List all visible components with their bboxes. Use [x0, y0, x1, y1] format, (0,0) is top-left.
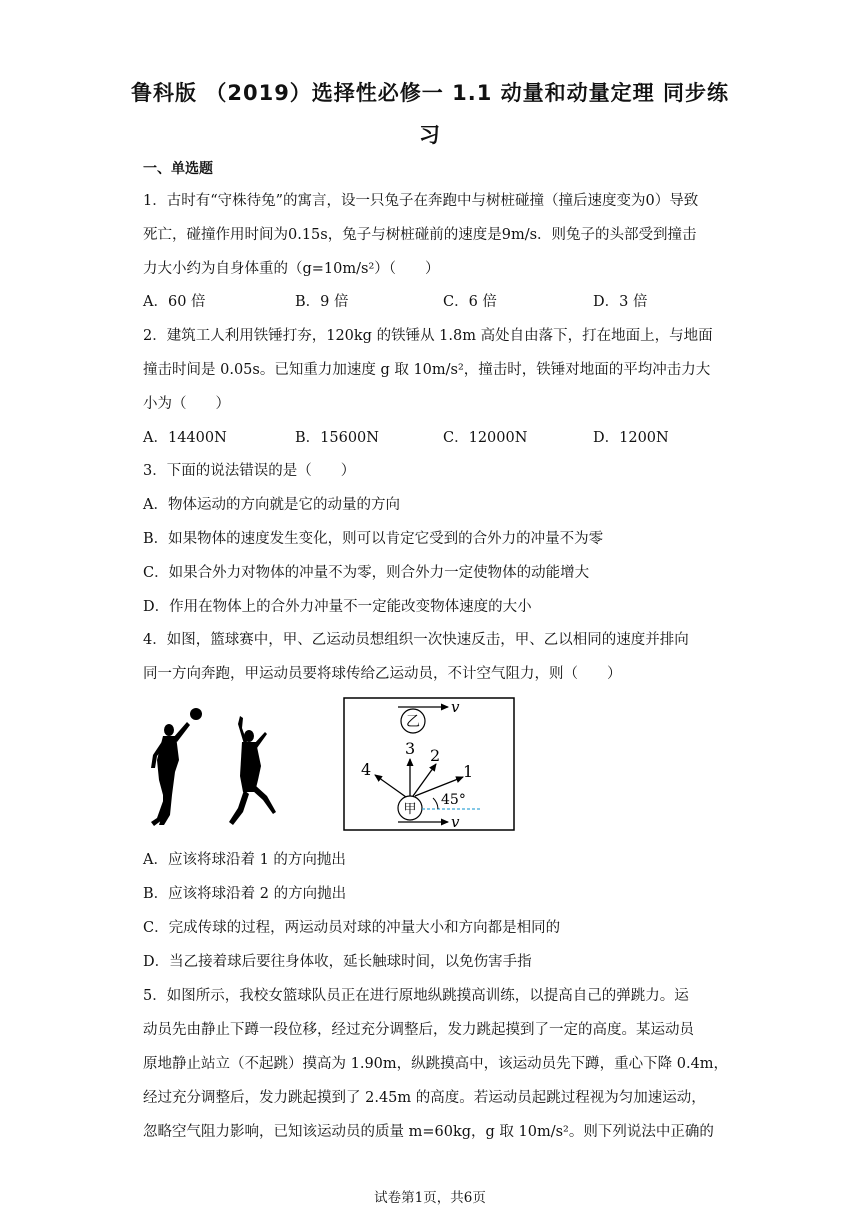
q5-line-4: 经过充分调整后，发力跳起摸到了 2.45m 的高度。若运动员起跳过程视为匀加速运动， — [143, 1090, 706, 1106]
q1-option-c: C．6 倍 — [443, 294, 497, 310]
q3-option-a: A．物体运动的方向就是它的动量的方向 — [143, 497, 400, 513]
section-heading: 一、单选题 — [143, 161, 213, 177]
title-line-2: 习 — [419, 123, 441, 147]
player-yi-silhouette — [229, 716, 276, 825]
q2-line-2: 撞击时间是 0.05s。已知重力加速度 g 取 10m/s²，撞击时，铁锤对地面的平均冲击力大 — [143, 362, 711, 378]
q3-line-1: 3．下面的说法错误的是（ ） — [143, 463, 356, 479]
q4-option-c: C．完成传球的过程，两运动员对球的冲量大小和方向都是相同的 — [143, 920, 561, 936]
velocity-direction-diagram — [343, 697, 515, 831]
direction-label-3: 3 — [405, 739, 416, 758]
page-footer: 试卷第1页，共6页 — [374, 1190, 486, 1206]
q4-option-d: D．当乙接着球后要往身体收，延长触球时间，以免伤害手指 — [143, 954, 532, 970]
q5-line-5: 忽略空气阻力影响，已知该运动员的质量 m=60kg，g 取 10m/s²。则下列说法中正确的 — [143, 1124, 714, 1140]
q4-option-a: A．应该将球沿着 1 的方向抛出 — [143, 852, 346, 868]
q2-line-3: 小为（ ） — [143, 396, 230, 412]
direction-label-4: 4 — [361, 760, 372, 779]
yi-velocity-label: v — [451, 698, 460, 716]
q2-option-b: B．15600N — [295, 430, 379, 446]
q5-line-3: 原地静止站立（不起跳）摸高为 1.90m，纵跳摸高中，该运动员先下蹲，重心下降 0.4m， — [143, 1056, 729, 1072]
direction-label-2: 2 — [430, 746, 441, 765]
q2-line-1: 2．建筑工人利用铁锤打夯，120kg 的铁锤从 1.8m 高处自由落下，打在地面上，与地面 — [143, 328, 713, 344]
direction-label-1: 1 — [463, 762, 474, 781]
q3-option-c: C．如果合外力对物体的冲量不为零，则合外力一定使物体的动能增大 — [143, 565, 590, 581]
q1-line-1: 1．古时有“守株待兔”的寓言，设一只兔子在奔跑中与树桩碰撞（撞后速度变为0）导致 — [143, 193, 699, 209]
basketball-icon — [190, 708, 202, 720]
jia-velocity-label: v — [451, 813, 460, 831]
q5-line-2: 动员先由静止下蹲一段位移，经过充分调整后，发力跳起摸到了一定的高度。某运动员 — [143, 1022, 694, 1038]
q4-line-2: 同一方向奔跑，甲运动员要将球传给乙运动员，不计空气阻力，则（ ） — [143, 666, 622, 682]
player-jia-label: 甲 — [403, 802, 417, 817]
q2-option-c: C．12000N — [443, 430, 528, 446]
q2-option-a: A．14400N — [143, 430, 227, 446]
player-yi-label: 乙 — [406, 714, 420, 730]
q1-line-2: 死亡，碰撞作用时间为0.15s，兔子与树桩碰前的速度是9m/s．则兔子的头部受到撞击 — [143, 227, 697, 243]
page-title — [100, 72, 760, 156]
q1-option-d: D．3 倍 — [593, 294, 648, 310]
q2-option-d: D．1200N — [593, 430, 669, 446]
q3-option-d: D．作用在物体上的合外力冲量不一定能改变物体速度的大小 — [143, 599, 532, 615]
q1-option-b: B．9 倍 — [295, 294, 349, 310]
q4-option-b: B．应该将球沿着 2 的方向抛出 — [143, 886, 347, 902]
q1-line-3: 力大小约为自身体重的（g=10m/s²）（ ） — [143, 261, 440, 277]
title-line-1: 鲁科版 （2019）选择性必修一 1.1 动量和动量定理 同步练 — [131, 81, 729, 105]
q3-option-b: B．如果物体的速度发生变化，则可以肯定它受到的合外力的冲量不为零 — [143, 531, 604, 547]
q5-line-1: 5．如图所示，我校女篮球队员正在进行原地纵跳摸高训练，以提高自己的弹跳力。运 — [143, 988, 689, 1004]
basketball-players-image — [145, 700, 315, 830]
q4-line-1: 4．如图，篮球赛中，甲、乙运动员想组织一次快速反击，甲、乙以相同的速度并排向 — [143, 632, 689, 648]
player-jia-silhouette — [151, 722, 190, 826]
q1-option-a: A．60 倍 — [143, 294, 206, 310]
angle-label: 45° — [441, 792, 466, 808]
